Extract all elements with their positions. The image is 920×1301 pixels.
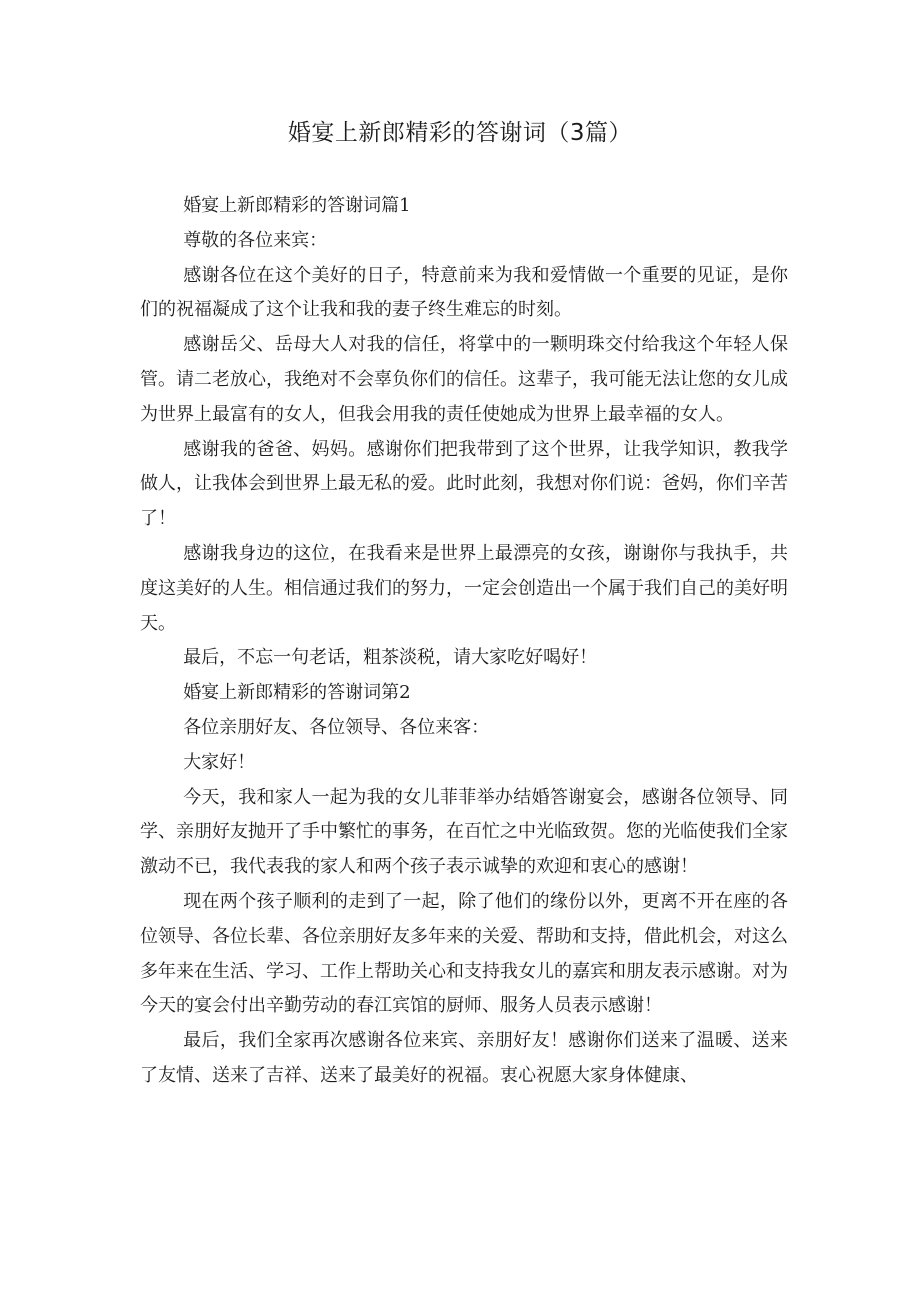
- paragraph: 今天，我和家人一起为我的女儿菲菲举办结婚答谢宴会，感谢各位领导、同学、亲朋好友抛开了手中繁忙的事务，在百忙之中光临致贺。您的光临使我们全家激动不已，我代表我的家人和两个孩子表示诚挚的欢迎和衷心的感谢！: [140, 786, 788, 878]
- paragraph: 感谢各位在这个美好的日子，特意前来为我和爱情做一个重要的见证，是你们的祝福凝成了这个让我和我的妻子终生难忘的时刻。: [140, 264, 788, 321]
- paragraph: 感谢岳父、岳母大人对我的信任，将掌中的一颗明珠交付给我这个年轻人保管。请二老放心，我绝对不会辜负你们的信任。这辈子，我可能无法让您的女儿成为世界上最富有的女人，但我会用我的责任使她成为世界上最幸福的女人。: [140, 334, 788, 425]
- paragraph: 最后，我们全家再次感谢各位来宾、亲朋好友！感谢你们送来了温暖、送来了友情、送来了吉祥、送来了最美好的祝福。衷心祝愿大家身体健康、: [140, 1030, 788, 1086]
- closing-line-1: 最后，不忘一句老话，粗茶淡税，请大家吃好喝好！: [183, 647, 598, 669]
- section-heading-1: 婚宴上新郎精彩的答谢词篇1: [183, 195, 411, 216]
- document-title: 婚宴上新郎精彩的答谢词（3篇）: [287, 120, 633, 146]
- paragraph: 感谢我身边的这位，在我看来是世界上最漂亮的女孩，谢谢你与我执手，共度这美好的人生。相信通过我们的努力，一定会创造出一个属于我们自己的美好明天。: [140, 542, 788, 634]
- document-body: [140, 189, 788, 1094]
- paragraph: 现在两个孩子顺利的走到了一起，除了他们的缘份以外，更离不开在座的各位领导、各位长辈、各位亲朋好友多年来的关爱、帮助和支持，借此机会，对这么多年来在生活、学习、工作上帮助关心和支持我女儿的嘉宾和朋友表示感谢。对为今天的宴会付出辛勤劳动的春江宾馆的厨师、服务人员表示感谢！: [140, 890, 788, 1017]
- section-heading-2: 婚宴上新郎精彩的答谢词第2: [183, 682, 411, 704]
- greeting: 大家好！: [183, 751, 256, 773]
- salutation-1: 尊敬的各位来宾：: [183, 229, 328, 251]
- paragraph: 感谢我的爸爸、妈妈。感谢你们把我带到了这个世界，让我学知识，教我学做人，让我体会到世界上最无私的爱。此时此刻，我想对你们说：爸妈，你们辛苦了！: [140, 438, 788, 530]
- salutation-2: 各位亲朋好友、各位领导、各位来客：: [183, 716, 490, 738]
